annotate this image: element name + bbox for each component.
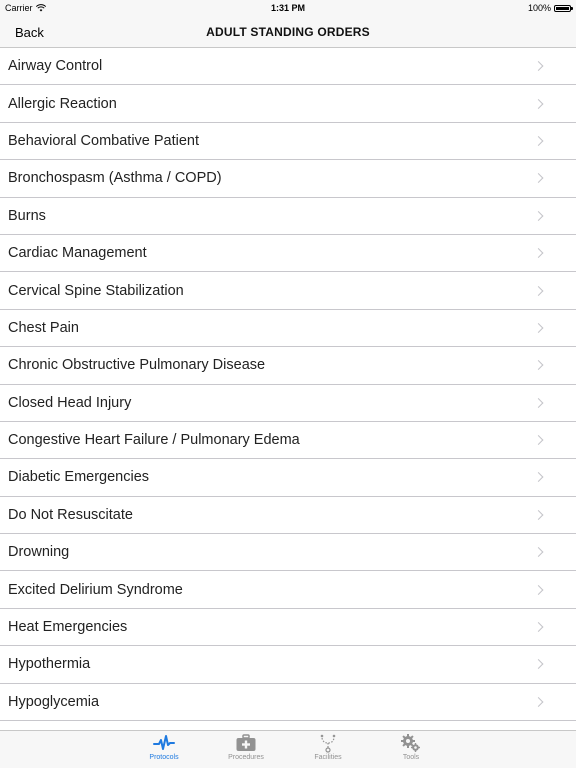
list-item-label: Hypothermia [8, 656, 91, 673]
chevron-right-icon [534, 136, 544, 146]
list-item-label: Cervical Spine Stabilization [8, 282, 184, 299]
list-item[interactable] [0, 571, 576, 608]
status-bar [0, 0, 576, 16]
medkit-icon [235, 733, 257, 753]
list-item-label: Do Not Resuscitate [8, 506, 133, 523]
list-item[interactable] [0, 160, 576, 197]
list-item-label: Hypoglycemia [8, 693, 100, 710]
route-icon [317, 733, 339, 753]
list-item-label: Bronchospasm (Asthma / COPD) [8, 170, 222, 187]
chevron-right-icon [534, 510, 544, 520]
list-item[interactable] [0, 235, 576, 272]
list-item[interactable] [0, 609, 576, 646]
chevron-right-icon [534, 398, 544, 408]
chevron-right-icon [534, 286, 544, 296]
tab-tools[interactable] [381, 733, 441, 767]
status-time: 1:31 PM [270, 3, 305, 13]
protocol-list [0, 48, 576, 730]
chevron-right-icon [534, 248, 544, 258]
chevron-right-icon [534, 473, 544, 483]
chevron-right-icon [534, 211, 544, 221]
chevron-right-icon [534, 435, 544, 445]
list-item-label: Chronic Obstructive Pulmonary Disease [8, 357, 266, 374]
list-item-label: Closed Head Injury [8, 394, 132, 411]
tab-procedures[interactable] [216, 733, 276, 767]
chevron-right-icon [534, 61, 544, 71]
back-button[interactable]: Back [15, 25, 44, 40]
carrier-label: Carrier [5, 3, 33, 13]
heartbeat-icon [153, 733, 175, 753]
gears-icon [400, 733, 422, 753]
list-item-label: Congestive Heart Failure / Pulmonary Edema [8, 432, 300, 449]
chevron-right-icon [534, 99, 544, 109]
list-item[interactable] [0, 497, 576, 534]
battery-percent: 100% [527, 3, 551, 13]
list-item-label: Drowning [8, 544, 70, 561]
list-item[interactable] [0, 385, 576, 422]
chevron-right-icon [534, 622, 544, 632]
tab-label: Protocols [149, 754, 179, 761]
list-item[interactable] [0, 422, 576, 459]
list-item[interactable] [0, 347, 576, 384]
navigation-bar [0, 16, 576, 48]
tab-label: Facilities [314, 754, 342, 761]
list-item-label: Excited Delirium Syndrome [8, 581, 183, 598]
chevron-right-icon [534, 360, 544, 370]
chevron-right-icon [534, 585, 544, 595]
tab-label: Procedures [228, 754, 264, 761]
chevron-right-icon [534, 173, 544, 183]
list-item-label: Allergic Reaction [8, 95, 117, 112]
list-item-label: Cardiac Management [8, 245, 147, 262]
tab-bar [0, 730, 576, 768]
list-item-label: Burns [8, 207, 46, 224]
list-item[interactable] [0, 534, 576, 571]
tab-label: Tools [402, 754, 420, 761]
list-item-label: Heat Emergencies [8, 619, 128, 636]
chevron-right-icon [534, 547, 544, 557]
list-item-label: Airway Control [8, 58, 103, 75]
list-item[interactable] [0, 646, 576, 683]
battery-indicator [528, 3, 571, 13]
list-item-label: Behavioral Combative Patient [8, 132, 200, 149]
chevron-right-icon [534, 323, 544, 333]
chevron-right-icon [534, 697, 544, 707]
page-title: ADULT STANDING ORDERS [206, 25, 370, 39]
list-item[interactable] [0, 459, 576, 496]
list-item[interactable] [0, 85, 576, 122]
list-item[interactable] [0, 272, 576, 309]
list-item[interactable] [0, 684, 576, 721]
list-item-label: Chest Pain [8, 319, 79, 336]
chevron-right-icon [534, 659, 544, 669]
list-item[interactable] [0, 310, 576, 347]
list-item-label: Diabetic Emergencies [8, 469, 150, 486]
list-item[interactable] [0, 123, 576, 160]
list-item[interactable] [0, 48, 576, 85]
list-item[interactable] [0, 198, 576, 235]
battery-icon [554, 5, 571, 12]
tab-facilities[interactable] [298, 733, 358, 767]
tab-protocols[interactable] [134, 733, 194, 767]
